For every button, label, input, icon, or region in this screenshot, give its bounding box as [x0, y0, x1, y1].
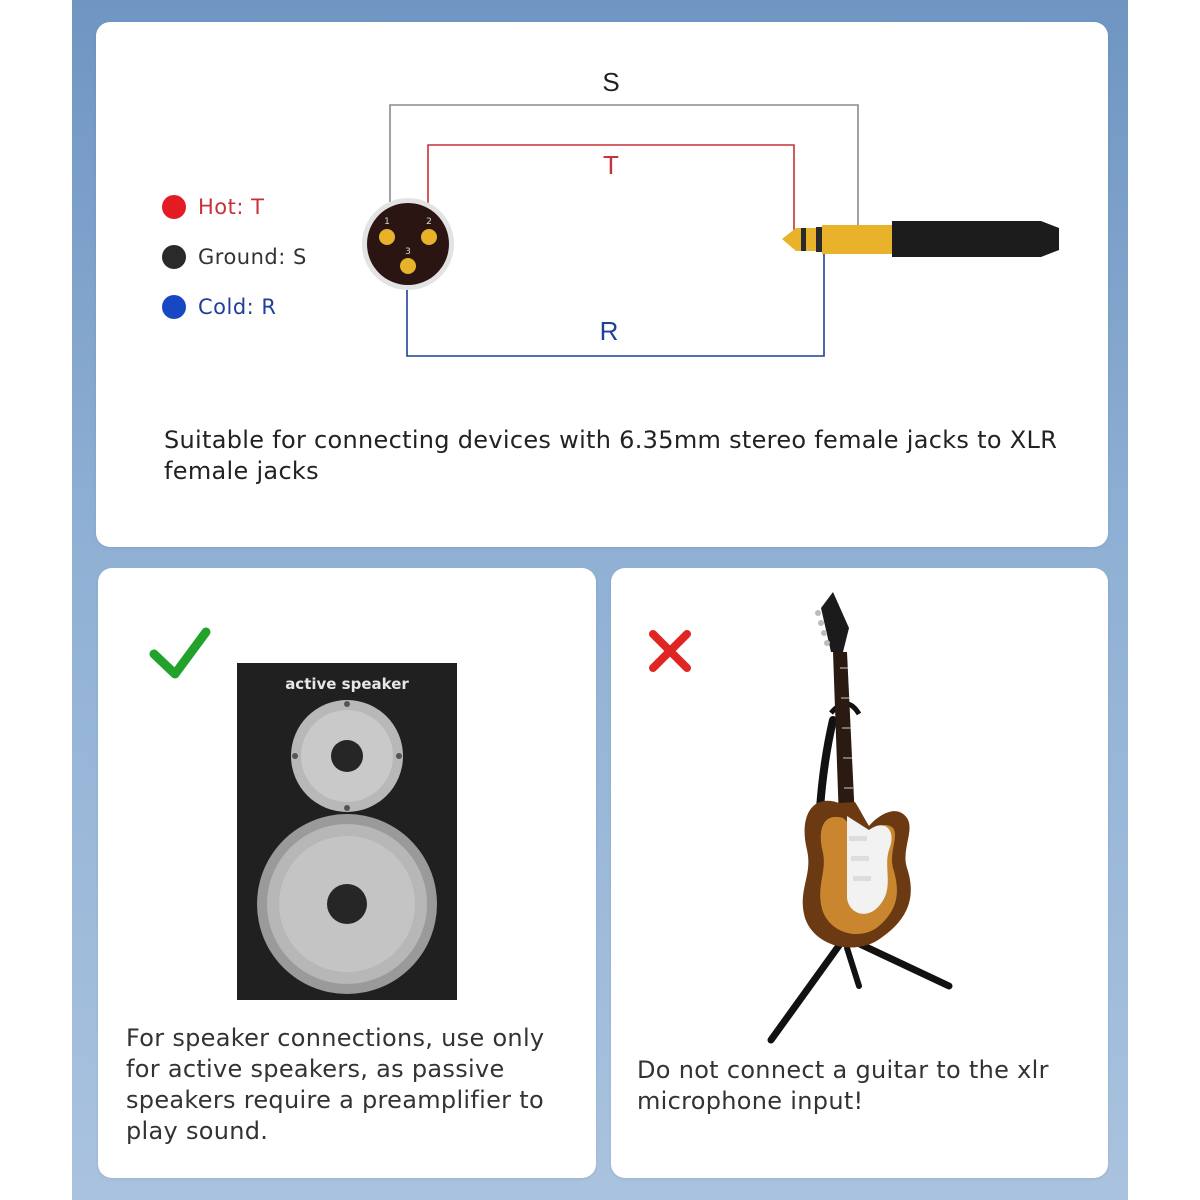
speaker-label: active speaker	[285, 675, 409, 693]
trs-plug-icon	[782, 221, 1059, 257]
legend-item-cold	[162, 282, 307, 332]
electric-guitar-icon	[803, 592, 911, 948]
sleeve-wire	[390, 105, 858, 232]
cross-icon	[653, 634, 687, 668]
xlr-pin-3-number: 3	[405, 247, 411, 257]
legend-label: Hot: T	[198, 195, 265, 219]
speaker-illustration	[98, 568, 596, 1008]
ring-wire-label: R	[599, 316, 619, 346]
blue-dot-icon	[162, 295, 186, 319]
xlr-pin-2-number: 2	[426, 217, 432, 227]
black-dot-icon	[162, 245, 186, 269]
speaker-card	[98, 568, 596, 1178]
legend-item-ground	[162, 232, 307, 282]
legend-item-hot	[162, 182, 307, 232]
legend-label: Ground: S	[198, 245, 307, 269]
red-dot-icon	[162, 195, 186, 219]
diagram-description: Suitable for connecting devices with 6.35mm stereo female jacks to XLR female jacks	[164, 426, 1058, 485]
legend-label: Cold: R	[198, 295, 277, 319]
xlr-pin-1-number: 1	[384, 217, 390, 227]
check-icon	[154, 632, 206, 674]
xlr-connector-icon	[362, 198, 454, 290]
tip-wire-label: T	[603, 150, 619, 180]
guitar-card	[611, 568, 1108, 1178]
speaker-icon	[237, 663, 457, 1000]
sleeve-wire-label: S	[602, 67, 620, 97]
guitar-description: Do not connect a guitar to the xlr microphone input!	[637, 1056, 1049, 1115]
guitar-illustration	[611, 568, 1108, 1048]
wiring-diagram-card	[96, 22, 1108, 547]
speaker-description: For speaker connections, use only for active speakers, as passive speakers require a preamplifier to play sound.	[126, 1024, 545, 1145]
pin-legend	[162, 182, 307, 332]
